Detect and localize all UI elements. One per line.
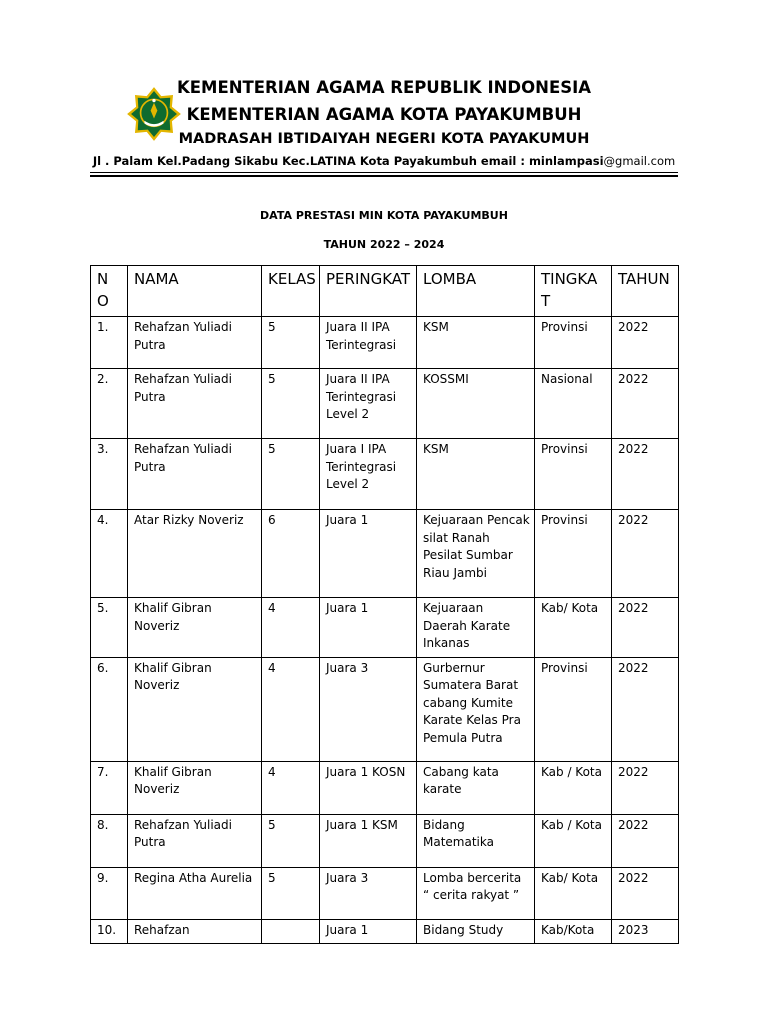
cell-tingkat: Kab/Kota (535, 919, 612, 944)
document-title: DATA PRESTASI MIN KOTA PAYAKUMBUH (260, 209, 508, 222)
cell-peringkat: Juara II IPA Terintegrasi (320, 317, 417, 369)
table-row (91, 510, 679, 598)
table-row (91, 814, 679, 867)
cell-lomba: KOSSMI (417, 369, 535, 439)
cell-kelas: 4 (262, 761, 320, 814)
school-title: MADRASAH IBTIDAIYAH NEGERI KOTA PAYAKUMUH (178, 131, 590, 147)
cell-kelas: 5 (262, 867, 320, 919)
cell-no: 9. (91, 867, 128, 919)
cell-tingkat: Provinsi (535, 657, 612, 761)
cell-tingkat: Nasional (535, 369, 612, 439)
cell-lomba: Bidang Study (417, 919, 535, 944)
cell-lomba: Lomba bercerita “ cerita rakyat ” (417, 867, 535, 919)
cell-nama: Rehafzan Yuliadi Putra (128, 814, 262, 867)
cell-lomba: Kejuaraan Daerah Karate Inkanas (417, 598, 535, 658)
cell-tahun: 2022 (612, 510, 679, 598)
cell-lomba: Gurbernur Sumatera Barat cabang Kumite Karate Kelas Pra Pemula Putra (417, 657, 535, 761)
cell-nama: Khalif Gibran Noveriz (128, 657, 262, 761)
cell-tingkat: Provinsi (535, 317, 612, 369)
cell-nama: Khalif Gibran Noveriz (128, 761, 262, 814)
cell-nama: Regina Atha Aurelia (128, 867, 262, 919)
cell-tingkat: Provinsi (535, 510, 612, 598)
ministry-title: KEMENTERIAN AGAMA REPUBLIK INDONESIA (176, 78, 592, 97)
cell-no: 3. (91, 439, 128, 510)
cell-tahun: 2022 (612, 598, 679, 658)
cell-tahun: 2022 (612, 761, 679, 814)
document-year-range: TAHUN 2022 – 2024 (323, 238, 445, 251)
cell-lomba: Cabang kata karate (417, 761, 535, 814)
cell-peringkat: Juara 1 KOSN (320, 761, 417, 814)
cell-kelas: 5 (262, 814, 320, 867)
table-header-row (91, 266, 679, 317)
table-row (91, 657, 679, 761)
cell-nama: Rehafzan Yuliadi Putra (128, 369, 262, 439)
cell-peringkat: Juara 1 (320, 510, 417, 598)
col-header-peringkat: PERINGKAT (320, 266, 417, 317)
cell-kelas: 4 (262, 598, 320, 658)
school-address (90, 154, 678, 168)
cell-nama: Atar Rizky Noveriz (128, 510, 262, 598)
address-text: Jl . Palam Kel.Padang Sikabu Kec.LATINA Kota Payakumbuh email : minlampasi (92, 154, 604, 168)
table-row (91, 919, 679, 944)
col-header-kelas: KELAS (262, 266, 320, 317)
table-row (91, 761, 679, 814)
cell-peringkat: Juara II IPA Terintegrasi Level 2 (320, 369, 417, 439)
cell-peringkat: Juara 3 (320, 657, 417, 761)
cell-kelas: 5 (262, 369, 320, 439)
cell-kelas: 5 (262, 439, 320, 510)
table-row (91, 369, 679, 439)
cell-peringkat: Juara I IPA Terintegrasi Level 2 (320, 439, 417, 510)
col-header-no: N O (91, 266, 128, 317)
cell-no: 6. (91, 657, 128, 761)
office-title: KEMENTERIAN AGAMA KOTA PAYAKUMBUH (186, 105, 582, 124)
header-divider-thin (90, 172, 678, 173)
cell-no: 4. (91, 510, 128, 598)
cell-no: 1. (91, 317, 128, 369)
cell-tahun: 2022 (612, 317, 679, 369)
cell-tingkat: Kab / Kota (535, 814, 612, 867)
cell-tingkat: Kab/ Kota (535, 598, 612, 658)
header-divider-thick (90, 175, 678, 177)
table-row (91, 439, 679, 510)
table-row (91, 867, 679, 919)
cell-kelas: 6 (262, 510, 320, 598)
cell-nama: Rehafzan Yuliadi Putra (128, 439, 262, 510)
table-row (91, 598, 679, 658)
cell-nama: Rehafzan Yuliadi Putra (128, 317, 262, 369)
address-email-domain: @gmail.com (603, 154, 676, 168)
cell-nama: Khalif Gibran Noveriz (128, 598, 262, 658)
col-header-tahun: TAHUN (612, 266, 679, 317)
col-header-tingkat: TINGKA T (535, 266, 612, 317)
cell-no: 8. (91, 814, 128, 867)
cell-nama: Rehafzan (128, 919, 262, 944)
cell-peringkat: Juara 1 (320, 598, 417, 658)
achievement-table (90, 265, 679, 944)
col-header-nama: NAMA (128, 266, 262, 317)
cell-tahun: 2022 (612, 867, 679, 919)
table-row (91, 317, 679, 369)
cell-lomba: Kejuaraan Pencak silat Ranah Pesilat Sumbar Riau Jambi (417, 510, 535, 598)
cell-tingkat: Kab/ Kota (535, 867, 612, 919)
cell-kelas: 4 (262, 657, 320, 761)
cell-no: 7. (91, 761, 128, 814)
cell-no: 10. (91, 919, 128, 944)
cell-lomba: KSM (417, 439, 535, 510)
cell-tahun: 2022 (612, 369, 679, 439)
cell-kelas (262, 919, 320, 944)
cell-no: 5. (91, 598, 128, 658)
cell-peringkat: Juara 3 (320, 867, 417, 919)
cell-peringkat: Juara 1 (320, 919, 417, 944)
cell-tahun: 2022 (612, 439, 679, 510)
cell-peringkat: Juara 1 KSM (320, 814, 417, 867)
cell-lomba: KSM (417, 317, 535, 369)
cell-no: 2. (91, 369, 128, 439)
cell-tahun: 2022 (612, 657, 679, 761)
col-header-lomba: LOMBA (417, 266, 535, 317)
cell-kelas: 5 (262, 317, 320, 369)
cell-lomba: Bidang Matematika (417, 814, 535, 867)
cell-tahun: 2022 (612, 814, 679, 867)
cell-tingkat: Kab / Kota (535, 761, 612, 814)
cell-tahun: 2023 (612, 919, 679, 944)
cell-tingkat: Provinsi (535, 439, 612, 510)
